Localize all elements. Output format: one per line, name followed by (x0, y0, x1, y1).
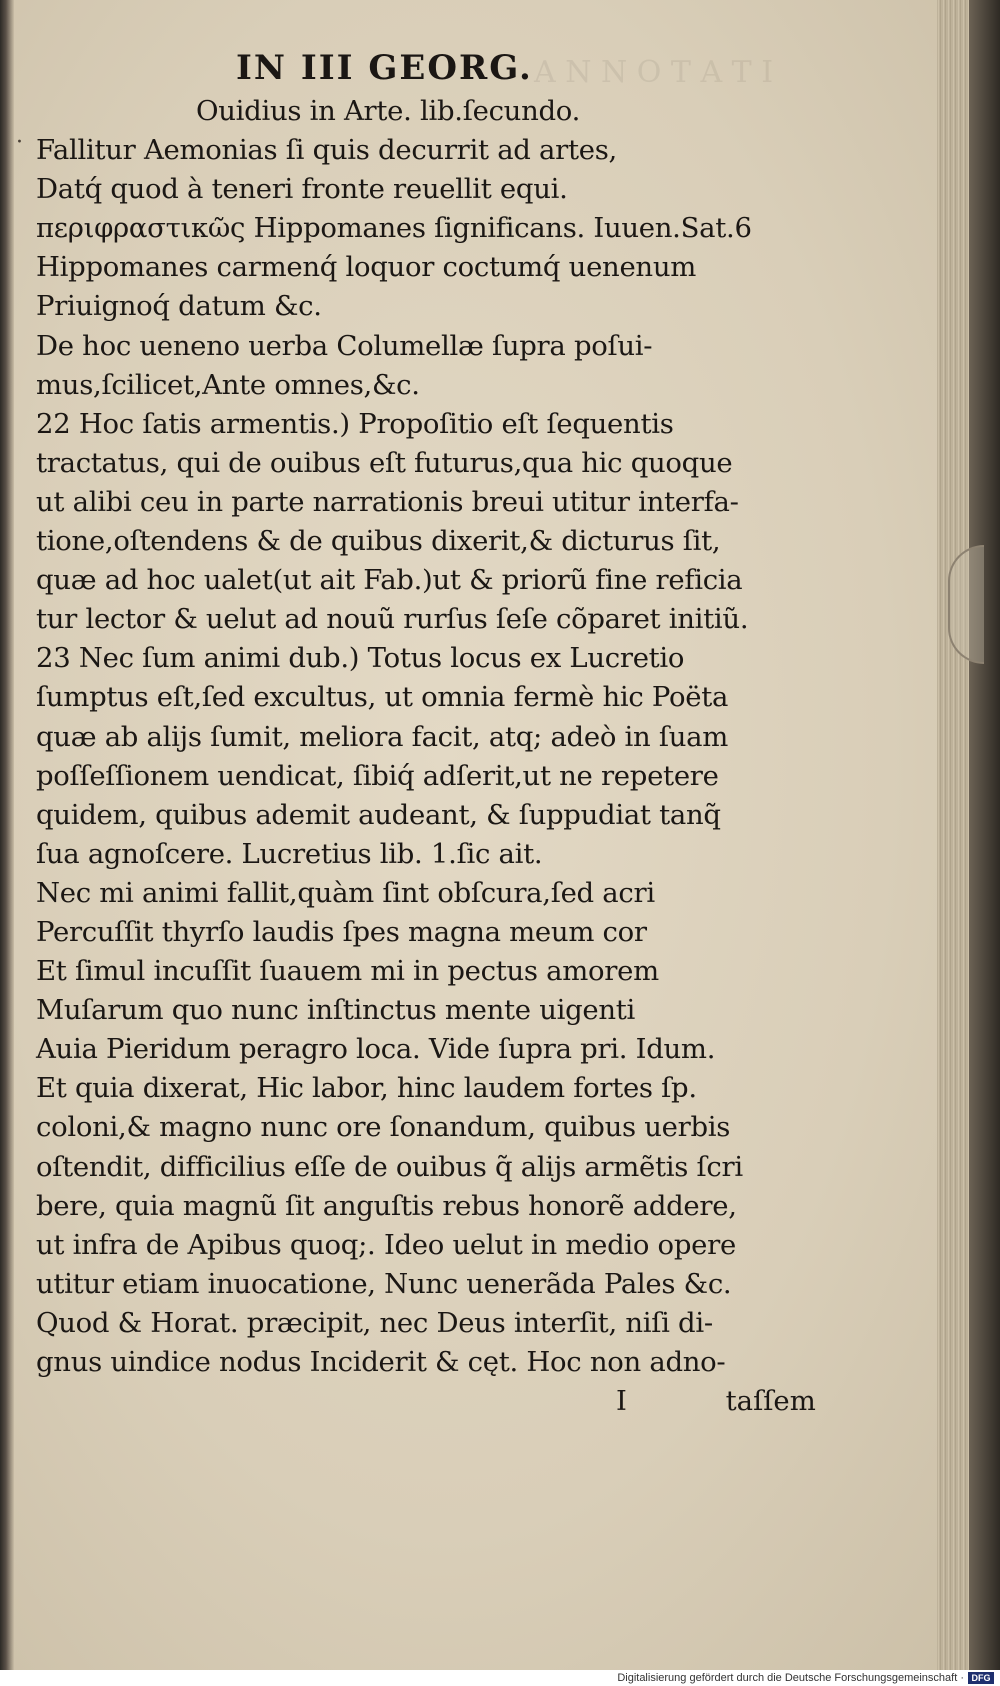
bleed-through: A N N O T A T I (534, 55, 774, 90)
footer-text: Digitalisierung gefördert durch die Deutsche Forschungsgemeinschaft · (617, 1672, 964, 1684)
signature-mark: I (616, 1385, 627, 1418)
text-line: Auia Pieridum peragro loca. Vide ſupra pri. Idum. (36, 1033, 716, 1066)
text-line: Quod & Horat. præcipit, nec Deus interſit, niſi di- (36, 1306, 713, 1339)
text-line: Fallitur Aemonias ſi quis decurrit ad artes, (36, 134, 617, 167)
page-text (36, 44, 856, 1421)
text-line: Nec mi animi fallit,quàm ſint obſcura,ſed acri (36, 876, 655, 909)
text-line: coloni,& magno nunc ore ſonandum, quibus uerbis (36, 1111, 731, 1144)
text-line: tur lector & uelut ad nouũ rurſus ſeſe cõparet initiũ. (36, 603, 749, 636)
digitization-footer (0, 1670, 1000, 1686)
text-line: ut infra de Apibus quoq;. Ideo uelut in medio opere (36, 1228, 736, 1261)
text-line: ſua agnoſcere. Lucretius lib. 1.ſic ait. (36, 837, 543, 870)
text-line: gnus uindice nodus Inciderit & cęt. Hoc non adno- (36, 1346, 726, 1378)
dfg-logo-icon: DFG (968, 1672, 994, 1684)
text-line: Muſarum quo nunc inſtinctus mente uigenti (36, 994, 636, 1027)
catchline (36, 1382, 856, 1421)
text-line: περιφραστικῶς Hippomanes ſignificans. Iuuen.Sat.6 (36, 212, 752, 245)
text-line: quæ ad hoc ualet(ut ait Fab.)ut & priorũ fine reficia (36, 564, 743, 597)
text-line: Priuignoq́ datum &c. (36, 290, 322, 323)
text-line: Et quia dixerat, Hic labor, hinc laudem fortes ſp. (36, 1072, 697, 1105)
book-clip (948, 545, 984, 664)
page (14, 0, 969, 1670)
text-line: Et ſimul incuſſit ſuauem mi in pectus amorem (36, 955, 659, 988)
text-line: utitur etiam inuocatione, Nunc uenerãda Pales &c. (36, 1267, 732, 1300)
text-line: bere, quia magnũ ſit anguſtis rebus honorẽ addere, (36, 1189, 737, 1222)
text-line: tractatus, qui de ouibus eſt futurus,qua hic quoque (36, 446, 733, 479)
text-line: poſſeſſionem uendicat, ſibiq́ adſerit,ut ne repetere (36, 759, 719, 792)
text-line: quidem, quibus ademit audeant, & ſuppudiat tanq̃ (36, 798, 721, 831)
text-line: Percuſſit thyrſo laudis ſpes magna meum cor (36, 915, 647, 948)
text-line: ut alibi ceu in parte narrationis breui utitur interfa- (36, 485, 739, 518)
running-header: IN III GEORG. (236, 48, 533, 88)
catchword: taſſem (725, 1385, 816, 1418)
text-line: De hoc ueneno uerba Columellæ ſupra poſui- (36, 329, 653, 362)
text-line: Hippomanes carmenq́ loquor coctumq́ uenenum (36, 251, 697, 284)
text-line: 23 Nec ſum animi dub.) Totus locus ex Lucretio (36, 642, 685, 675)
text-line: Ouidius in Arte. lib.ſecundo. (196, 95, 581, 127)
text-line: ſumptus eſt,ſed excultus, ut omnia fermè hic Poëta (36, 681, 729, 714)
text-line: Datq́ quod à teneri fronte reuellit equi. (36, 173, 568, 206)
text-line: 22 Hoc ſatis armentis.) Propoſitio eſt ſequentis (36, 407, 674, 440)
text-line: oſtendit, difficilius eſſe de ouibus q̃ alijs armẽtis ſcri (36, 1150, 743, 1183)
text-line: mus,ſcilicet,Ante omnes,&c. (36, 368, 420, 401)
text-line: tione,oſtendens & de quibus dixerit,& dicturus ſit, (36, 525, 721, 558)
text-line: quæ ab alijs ſumit, meliora facit, atq; adeò in ſuam (36, 720, 729, 753)
margin-mark: · (16, 130, 23, 155)
page-edges (937, 0, 969, 1670)
